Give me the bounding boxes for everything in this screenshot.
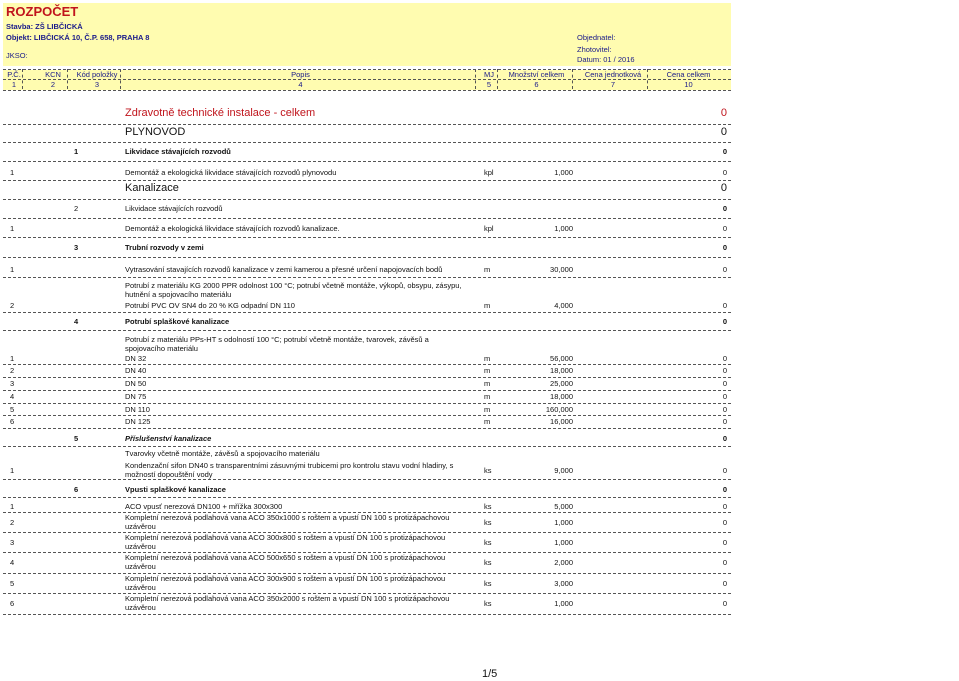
row-quantity: 2,000 (554, 558, 573, 567)
row-description: Tvarovky včetně montáže, závěsů a spojovacího materiálu (125, 449, 320, 458)
row-kcn: 6 (74, 485, 79, 494)
row-kcn: 5 (74, 434, 79, 443)
divider (3, 142, 731, 143)
divider (3, 79, 731, 80)
divider (647, 69, 648, 89)
row-quantity: 4,000 (554, 301, 573, 310)
row-total: 0 (722, 502, 727, 511)
divider (3, 257, 731, 258)
row-mj: ks (484, 579, 492, 588)
row-description: Vpusti splaškové kanalizace (125, 485, 226, 494)
row-mj: ks (484, 558, 492, 567)
row-total: 0 (720, 182, 727, 194)
col-num: 5 (486, 80, 492, 89)
divider (3, 312, 731, 313)
row-description: Kompletní nerezová podlahová vana ACO 300x900 s roštem a vpustí DN 100 s protizápachovou uzávěrou (125, 574, 446, 592)
row-mj: m (484, 379, 491, 388)
row-description: DN 40 (125, 366, 147, 375)
divider (3, 161, 731, 162)
row-total: 0 (722, 379, 727, 388)
row-total: 0 (722, 204, 727, 213)
row-description: Příslušenství kanalizace (125, 434, 212, 443)
row-total: 0 (722, 354, 727, 363)
col-num: 4 (298, 80, 303, 89)
col-num: 10 (684, 80, 693, 89)
row-description: Kompletní nerezová podlahová vana ACO 300x800 s roštem a vpustí DN 100 s protizápachovou uzávěrou (125, 533, 446, 551)
jkso-label: JKSO: (6, 51, 28, 60)
row-quantity: 1,000 (554, 518, 573, 527)
row-description: Vytrasování stavajících rozvodů kanalizace v zemi kamerou a přesné určení napojovacích bodů (125, 265, 443, 274)
divider (3, 390, 731, 391)
row-kcn: 2 (74, 204, 79, 213)
row-total: 0 (722, 417, 727, 426)
row-description: Potrubí z materiálu PPs-HT s odolností 100 °C; potrubí včetně montáže, tvarovek, závěsů a spojovacího materiálu (125, 335, 429, 353)
row-pc: 4 (10, 392, 15, 401)
row-description: Potrubí splaškové kanalizace (125, 317, 230, 326)
divider (3, 479, 731, 480)
row-total: 0 (722, 317, 727, 326)
divider (3, 277, 731, 278)
row-pc: 3 (10, 538, 15, 547)
row-description: Kanalizace (125, 182, 179, 194)
column-number-row (3, 80, 731, 90)
row-mj: m (484, 405, 491, 414)
row-description: Kompletní nerezová podlahová vana ACO 350x2000 s roštem a vpustí DN 100 s protizápachovou uzávěrou (125, 594, 450, 612)
divider (3, 415, 731, 416)
col-num: 2 (50, 80, 56, 89)
row-mj: kpl (484, 168, 494, 177)
row-total: 0 (722, 434, 727, 443)
row-description: ACO vpusť nerezová DN100 + mřížka 300x300 (125, 502, 283, 511)
row-total: 0 (722, 485, 727, 494)
row-total: 0 (722, 301, 727, 310)
row-mj: ks (484, 502, 492, 511)
row-mj: m (484, 265, 491, 274)
objekt-label: Objekt: LIBČICKÁ 10, Č.P. 658, PRAHA 8 (6, 33, 150, 42)
row-mj: ks (484, 599, 492, 608)
row-total: 0 (722, 168, 727, 177)
row-quantity: 18,000 (550, 366, 573, 375)
col-num: 6 (534, 80, 539, 89)
divider (497, 69, 498, 89)
divider (3, 199, 731, 200)
row-mj: ks (484, 466, 492, 475)
row-total: 0 (722, 224, 727, 233)
row-mj: m (484, 354, 491, 363)
col-num: 7 (610, 80, 616, 89)
row-total: 0 (720, 126, 727, 138)
row-total: 0 (722, 599, 727, 608)
divider (3, 69, 731, 70)
row-mj: m (484, 417, 491, 426)
row-total: 0 (722, 518, 727, 527)
row-description: Demontáž a ekologická likvidace stávajících rozvodů plynovodu (125, 168, 337, 177)
col-mnozstvi: Množství celkem (508, 70, 565, 79)
row-quantity: 16,000 (550, 417, 573, 426)
row-description: Potrubí z materiálu KG 2000 PPR odolnost 100 °C; potrubí včetně montáže, výkopů, obsypu, zásypu, hutnění a spojovacího materiálu (125, 281, 462, 299)
row-quantity: 56,000 (550, 354, 573, 363)
divider (120, 69, 121, 89)
row-description: Trubní rozvody v zemi (125, 243, 204, 252)
row-mj: kpl (484, 224, 494, 233)
divider (3, 497, 731, 498)
row-quantity: 1,000 (554, 168, 573, 177)
row-mj: m (484, 366, 491, 375)
row-description: Kompletní nerezová podlahová vana ACO 350x1000 s roštem a vpustí DN 100 s protizápachovou uzávěrou (125, 513, 450, 531)
row-total: 0 (722, 392, 727, 401)
divider (475, 69, 476, 89)
row-quantity: 18,000 (550, 392, 573, 401)
col-num: 1 (11, 80, 17, 89)
row-quantity: 5,000 (554, 502, 573, 511)
row-mj: ks (484, 518, 492, 527)
row-kcn: 3 (74, 243, 79, 252)
row-pc: 1 (10, 354, 15, 363)
row-kcn: 4 (74, 317, 79, 326)
col-cena-j: Cena jednotková (584, 70, 642, 79)
divider (3, 403, 731, 404)
row-pc: 1 (10, 265, 15, 274)
col-kcn: KCN (45, 70, 61, 79)
row-description: DN 32 (125, 354, 147, 363)
row-pc: 1 (10, 466, 15, 475)
divider (22, 69, 23, 89)
row-pc: 2 (10, 518, 15, 527)
row-total: 0 (722, 243, 727, 252)
row-quantity: 1,000 (554, 224, 573, 233)
divider (3, 364, 731, 365)
row-total: 0 (722, 579, 727, 588)
row-description: Zdravotně technické instalace - celkem (125, 107, 316, 119)
row-description: Potrubí PVC OV SN4 do 20 % KG odpadní DN 110 (125, 301, 295, 310)
row-description: Likvidace stávajících rozvodů (125, 147, 231, 156)
row-description: Kompletní nerezová podlahová vana ACO 500x650 s roštem a vpustí DN 100 s protizápachovou uzávěrou (125, 553, 446, 571)
row-total: 0 (722, 538, 727, 547)
row-pc: 2 (10, 366, 15, 375)
row-quantity: 1,000 (554, 538, 573, 547)
row-pc: 1 (10, 168, 15, 177)
row-description: Likvidace stávajících rozvodů (125, 204, 223, 213)
row-description: PLYNOVOD (125, 126, 186, 138)
datum-label: Datum: 01 / 2016 (577, 55, 635, 64)
row-total: 0 (722, 147, 727, 156)
divider (3, 330, 731, 331)
divider (3, 614, 731, 615)
col-kod: Kód položky (76, 70, 118, 79)
row-pc: 6 (10, 599, 15, 608)
row-mj: m (484, 392, 491, 401)
row-pc: 3 (10, 379, 15, 388)
divider (3, 90, 731, 91)
row-description: DN 50 (125, 379, 147, 388)
row-quantity: 3,000 (554, 579, 573, 588)
row-total: 0 (722, 366, 727, 375)
row-total: 0 (722, 405, 727, 414)
row-description: Demontáž a ekologická likvidace stávajících rozvodů kanalizace. (125, 224, 340, 233)
row-description: Kondenzační sifon DN40 s transparentními zásuvnými trubicemi pro kontrolu stavu vodní hladiny, s možností dopouštění vody (125, 461, 454, 479)
row-kcn: 1 (74, 147, 79, 156)
row-pc: 5 (10, 405, 15, 414)
divider (3, 377, 731, 378)
divider (3, 124, 731, 125)
row-mj: m (484, 301, 491, 310)
row-pc: 1 (10, 224, 15, 233)
col-mj: MJ (484, 70, 494, 79)
sheet-header (3, 3, 731, 66)
col-num: 3 (94, 80, 100, 89)
row-quantity: 9,000 (554, 466, 573, 475)
objednatel-label: Objednatel: (577, 33, 616, 42)
row-description: DN 75 (125, 392, 147, 401)
row-quantity: 160,000 (545, 405, 573, 414)
col-popis: Popis (291, 70, 310, 79)
row-total: 0 (722, 558, 727, 567)
row-pc: 1 (10, 502, 15, 511)
row-total: 0 (722, 265, 727, 274)
stavba-label: Stavba: ZŠ LIBČICKÁ (6, 22, 83, 31)
divider (572, 69, 573, 89)
row-quantity: 30,000 (550, 265, 573, 274)
row-description: DN 110 (125, 405, 150, 414)
row-pc: 5 (10, 579, 15, 588)
page-number: 1/5 (482, 668, 498, 680)
col-cena-c: Cena celkem (666, 70, 711, 79)
divider (3, 446, 731, 447)
divider (3, 180, 731, 181)
row-pc: 6 (10, 417, 15, 426)
row-quantity: 1,000 (554, 599, 573, 608)
row-description: DN 125 (125, 417, 151, 426)
row-total: 0 (720, 107, 727, 119)
col-pc: P.Č. (7, 70, 21, 79)
divider (3, 218, 731, 219)
row-total: 0 (722, 466, 727, 475)
row-pc: 2 (10, 301, 15, 310)
row-pc: 4 (10, 558, 15, 567)
divider (3, 237, 731, 238)
zhotovitel-label: Zhotovitel: (577, 45, 612, 54)
divider (67, 69, 68, 89)
divider (3, 428, 731, 429)
sheet-title: ROZPOČET (6, 4, 79, 19)
row-mj: ks (484, 538, 492, 547)
row-quantity: 25,000 (550, 379, 573, 388)
